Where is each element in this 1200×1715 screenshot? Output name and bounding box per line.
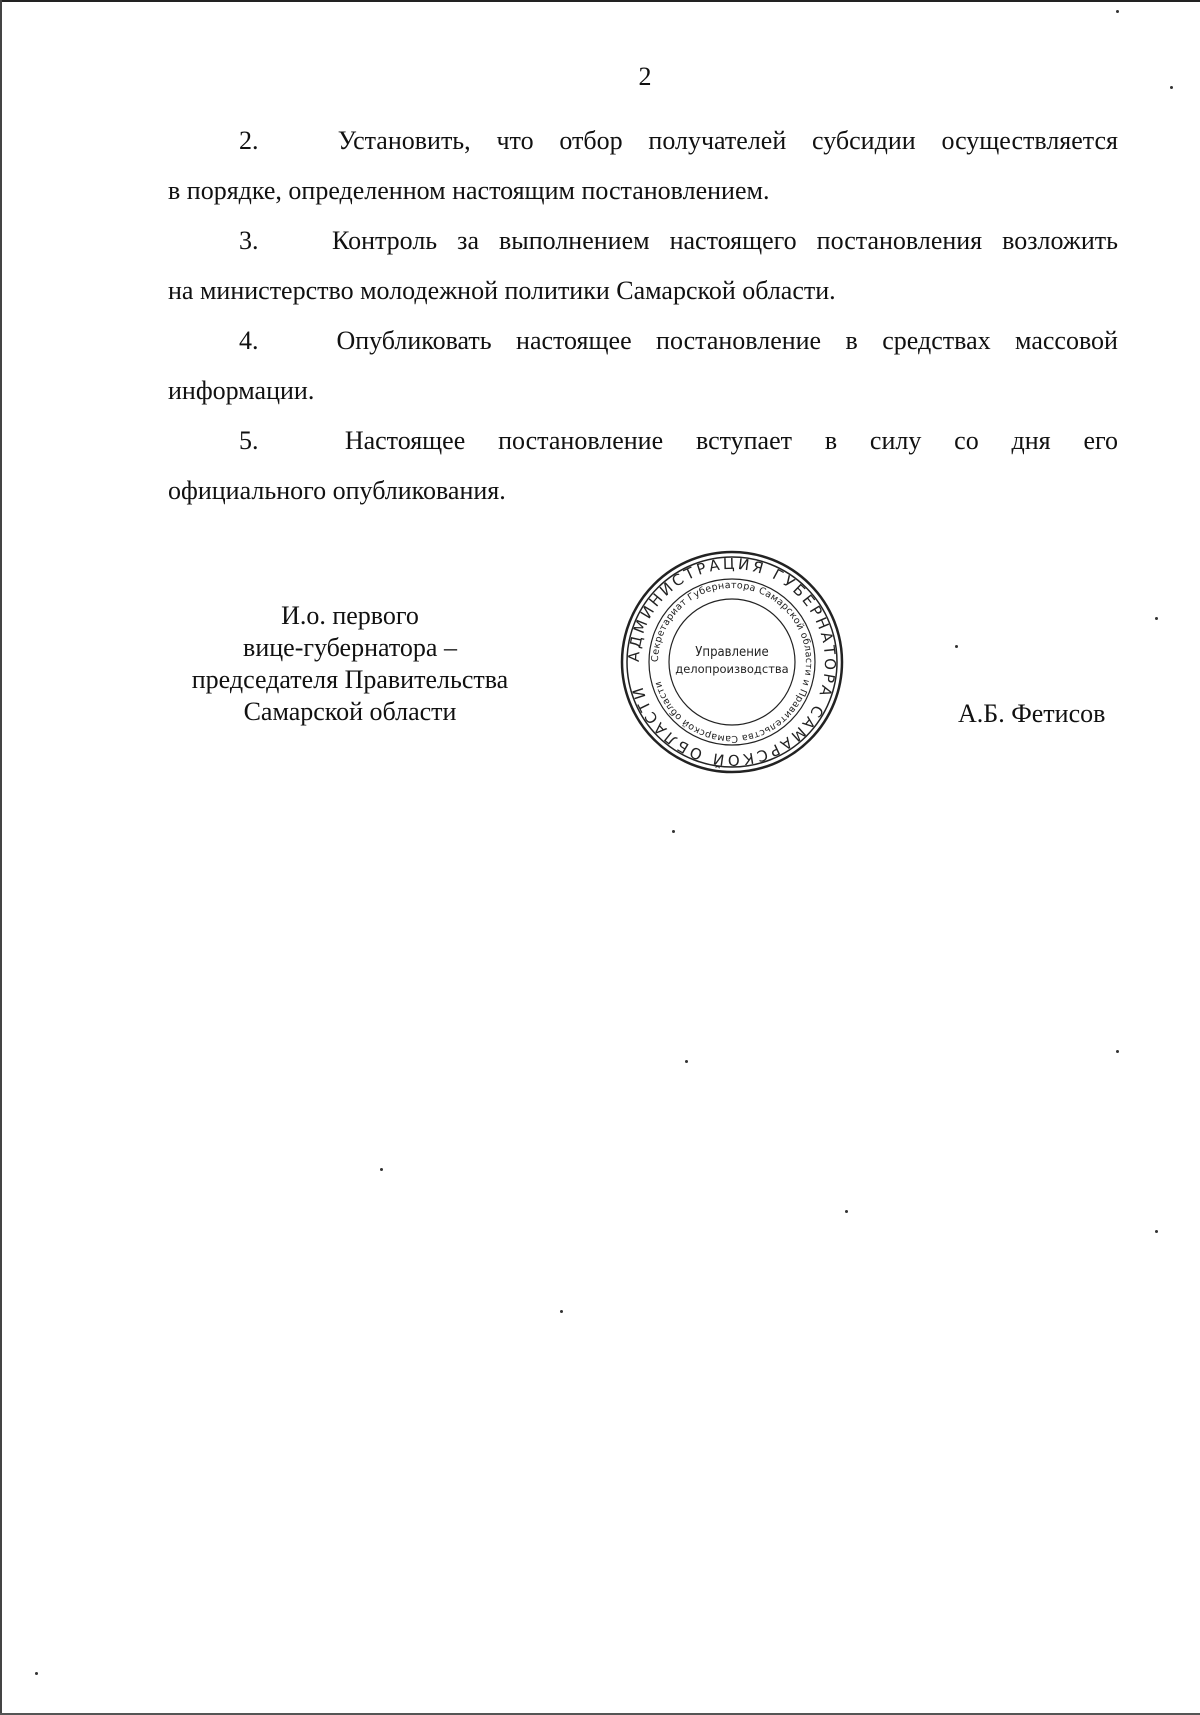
word: его: [1083, 426, 1118, 455]
signatory-title-line: председателя Правительства: [191, 665, 509, 694]
word: Опубликовать: [336, 326, 492, 355]
scan-speck: [380, 1168, 383, 1171]
scan-edge-top: [0, 0, 1200, 2]
scan-speck: [560, 1310, 563, 1313]
word: силу: [869, 426, 922, 455]
scan-speck: [1116, 1050, 1119, 1053]
word: постановления: [816, 226, 983, 255]
scan-speck: [955, 645, 958, 648]
paragraph-second-line: официального опубликования.: [168, 476, 506, 505]
word: выполнением: [499, 226, 650, 255]
paragraph-3: [168, 216, 1118, 316]
official-seal: [618, 548, 846, 776]
word: в: [824, 426, 838, 455]
signatory-name: А.Б. Фетисов: [958, 699, 1106, 728]
paragraph-number: 4.: [239, 326, 259, 355]
scan-speck: [1155, 617, 1158, 620]
scan-speck: [1170, 86, 1173, 89]
scan-speck: [845, 1210, 848, 1213]
word: осуществляется: [941, 126, 1118, 155]
paragraph-second-line: на министерство молодежной политики Самарской области.: [168, 276, 836, 305]
word: в: [845, 326, 858, 355]
seal-outer-text: АДМИНИСТРАЦИЯ ГУБЕРНАТОРА САМАРСКОЙ ОБЛАСТИ: [624, 554, 840, 770]
paragraph-first-line: [168, 316, 1118, 366]
paragraph-first-line: [168, 416, 1118, 466]
paragraph-number: 3.: [239, 226, 259, 255]
paragraph-2: [168, 116, 1118, 216]
scan-speck: [685, 1060, 688, 1063]
word: дня: [1011, 426, 1051, 455]
word: возложить: [1002, 226, 1118, 255]
word: за: [457, 226, 479, 255]
signatory-title-line: И.о. первого: [281, 601, 419, 630]
paragraph-first-line: [168, 216, 1118, 266]
paragraph-second-line: информации.: [168, 376, 315, 405]
paragraph-second-line: в порядке, определенном настоящим постановлением.: [168, 176, 770, 205]
paragraph-4: [168, 316, 1118, 416]
word: настоящего: [669, 226, 797, 255]
signatory-title-line: вице-губернатора –: [243, 633, 457, 662]
word: Установить,: [337, 126, 471, 155]
signatory-title-line: Самарской области: [243, 697, 457, 726]
scan-speck: [1155, 1230, 1158, 1233]
word: получателей: [648, 126, 787, 155]
scan-edge-left: [0, 0, 2, 1715]
scan-speck: [1116, 10, 1119, 13]
paragraph-number: 2.: [239, 126, 259, 155]
page-number: 2: [638, 62, 652, 91]
word: со: [954, 426, 979, 455]
word: постановление: [656, 326, 822, 355]
seal-center-line: Управление: [695, 645, 769, 660]
word: постановление: [498, 426, 664, 455]
word: массовой: [1015, 326, 1118, 355]
seal-inner-text: Секретариат Губернатора Самарской области и Правительства Самарской области: [649, 579, 815, 745]
scan-speck: [672, 830, 675, 833]
word: отбор: [559, 126, 623, 155]
word: Настоящее: [344, 426, 466, 455]
scan-speck: [35, 1672, 38, 1675]
word: вступает: [695, 426, 792, 455]
word: Контроль: [332, 226, 438, 255]
word: что: [496, 126, 534, 155]
paragraph-number: 5.: [239, 426, 259, 455]
word: настоящее: [516, 326, 632, 355]
paragraph-first-line: [168, 116, 1118, 166]
word: средствах: [882, 326, 991, 355]
seal-center-line: делопроизводства: [675, 662, 789, 676]
paragraph-5: [168, 416, 1118, 516]
signatory-title: [150, 600, 550, 728]
word: субсидии: [812, 126, 916, 155]
